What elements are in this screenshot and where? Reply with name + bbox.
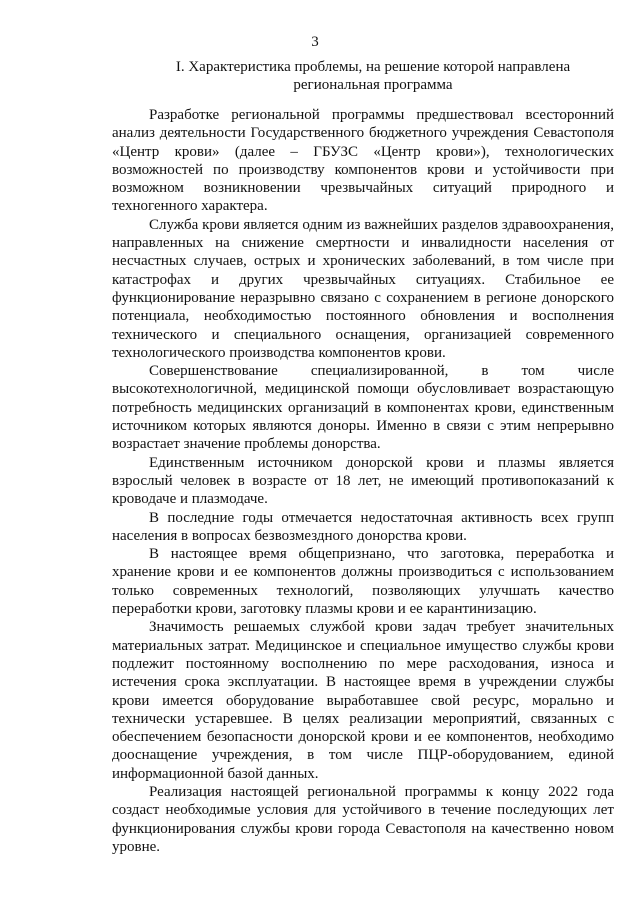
paragraph-costs: Значимость решаемых службой крови задач требует значительных материальных затрат. Медицинское и специальное имущество службы крови подлежит постоянному восполнению по мере расходования, износа и истечения срока эксплуатации. В настоящее время в учреждении службы крови имеется оборудование выработавшее свой ресурс, морально и технически устаревшее. В целях реализации мероприятий, связанных с обеспечением безопасности донорской крови и ее компонентов, необходимо дооснащение учреждения, в том числе ПЦР-оборудованием, единой информационной базой данных.: [112, 619, 614, 782]
body-text: [112, 106, 614, 856]
section-heading: [113, 58, 630, 94]
section-heading-line-1: I. Характеристика проблемы, на решение которой направлена: [175, 59, 571, 75]
paragraph-analysis: Разработке региональной программы предшествовал всесторонний анализ деятельности Государственного бюджетного учреждения Севастополя «Центр крови» (далее – ГБУЗС «Центр крови»), технологических возможностей по производству компонентов крови и устойчивости при возможном возникновении чрезвычайных ситуаций природного и техногенного характера.: [112, 107, 614, 215]
paragraph-donor-source: Единственным источником донорской крови и плазмы является взрослый человек в возрасте от 18 лет, не имеющий противопоказаний к кроводаче и плазмодаче.: [112, 454, 614, 508]
paragraph-blood-service: Служба крови является одним из важнейших разделов здравоохранения, направленных на снижение смертности и инвалидности населения от несчастных случаев, острых и хронических заболеваний, в том числе при катастрофах и других чрезвычайных ситуациях. Стабильное ее функционирование неразрывно связано с сохранением в регионе донорского потенциала, необходимостью постоянного обновления и восполнения технического и специального оснащения, организацией современного технологического производства компонентов крови.: [112, 216, 614, 361]
paragraph-technologies: В настоящее время общепризнано, что заготовка, переработка и хранение крови и ее компонентов должны производиться с использованием только современных технологий, позволяющих улучшать качество переработки крови, заготовку плазмы крови и ее карантинизацию.: [112, 546, 614, 618]
page-number: 3: [311, 34, 319, 50]
paragraph-high-tech-care: Совершенствование специализированной, в том числе высокотехнологичной, медицинской помощи обусловливает возрастающую потребность медицинских организаций в компонентах крови, единственным источником которых являются доноры. Именно в связи с этим непрерывно возрастает значение проблемы донорства.: [112, 363, 614, 453]
paragraph-outcome: Реализация настоящей региональной программы к концу 2022 года создаст необходимые условия для устойчивого в течение последующих лет функционирования службы крови города Севастополя на качественно новом уровне.: [112, 783, 614, 855]
section-heading-line-2: региональная программа: [293, 77, 453, 93]
paragraph-low-activity: В последние годы отмечается недостаточная активность всех групп населения в вопросах безвозмездного донорства крови.: [112, 509, 614, 544]
